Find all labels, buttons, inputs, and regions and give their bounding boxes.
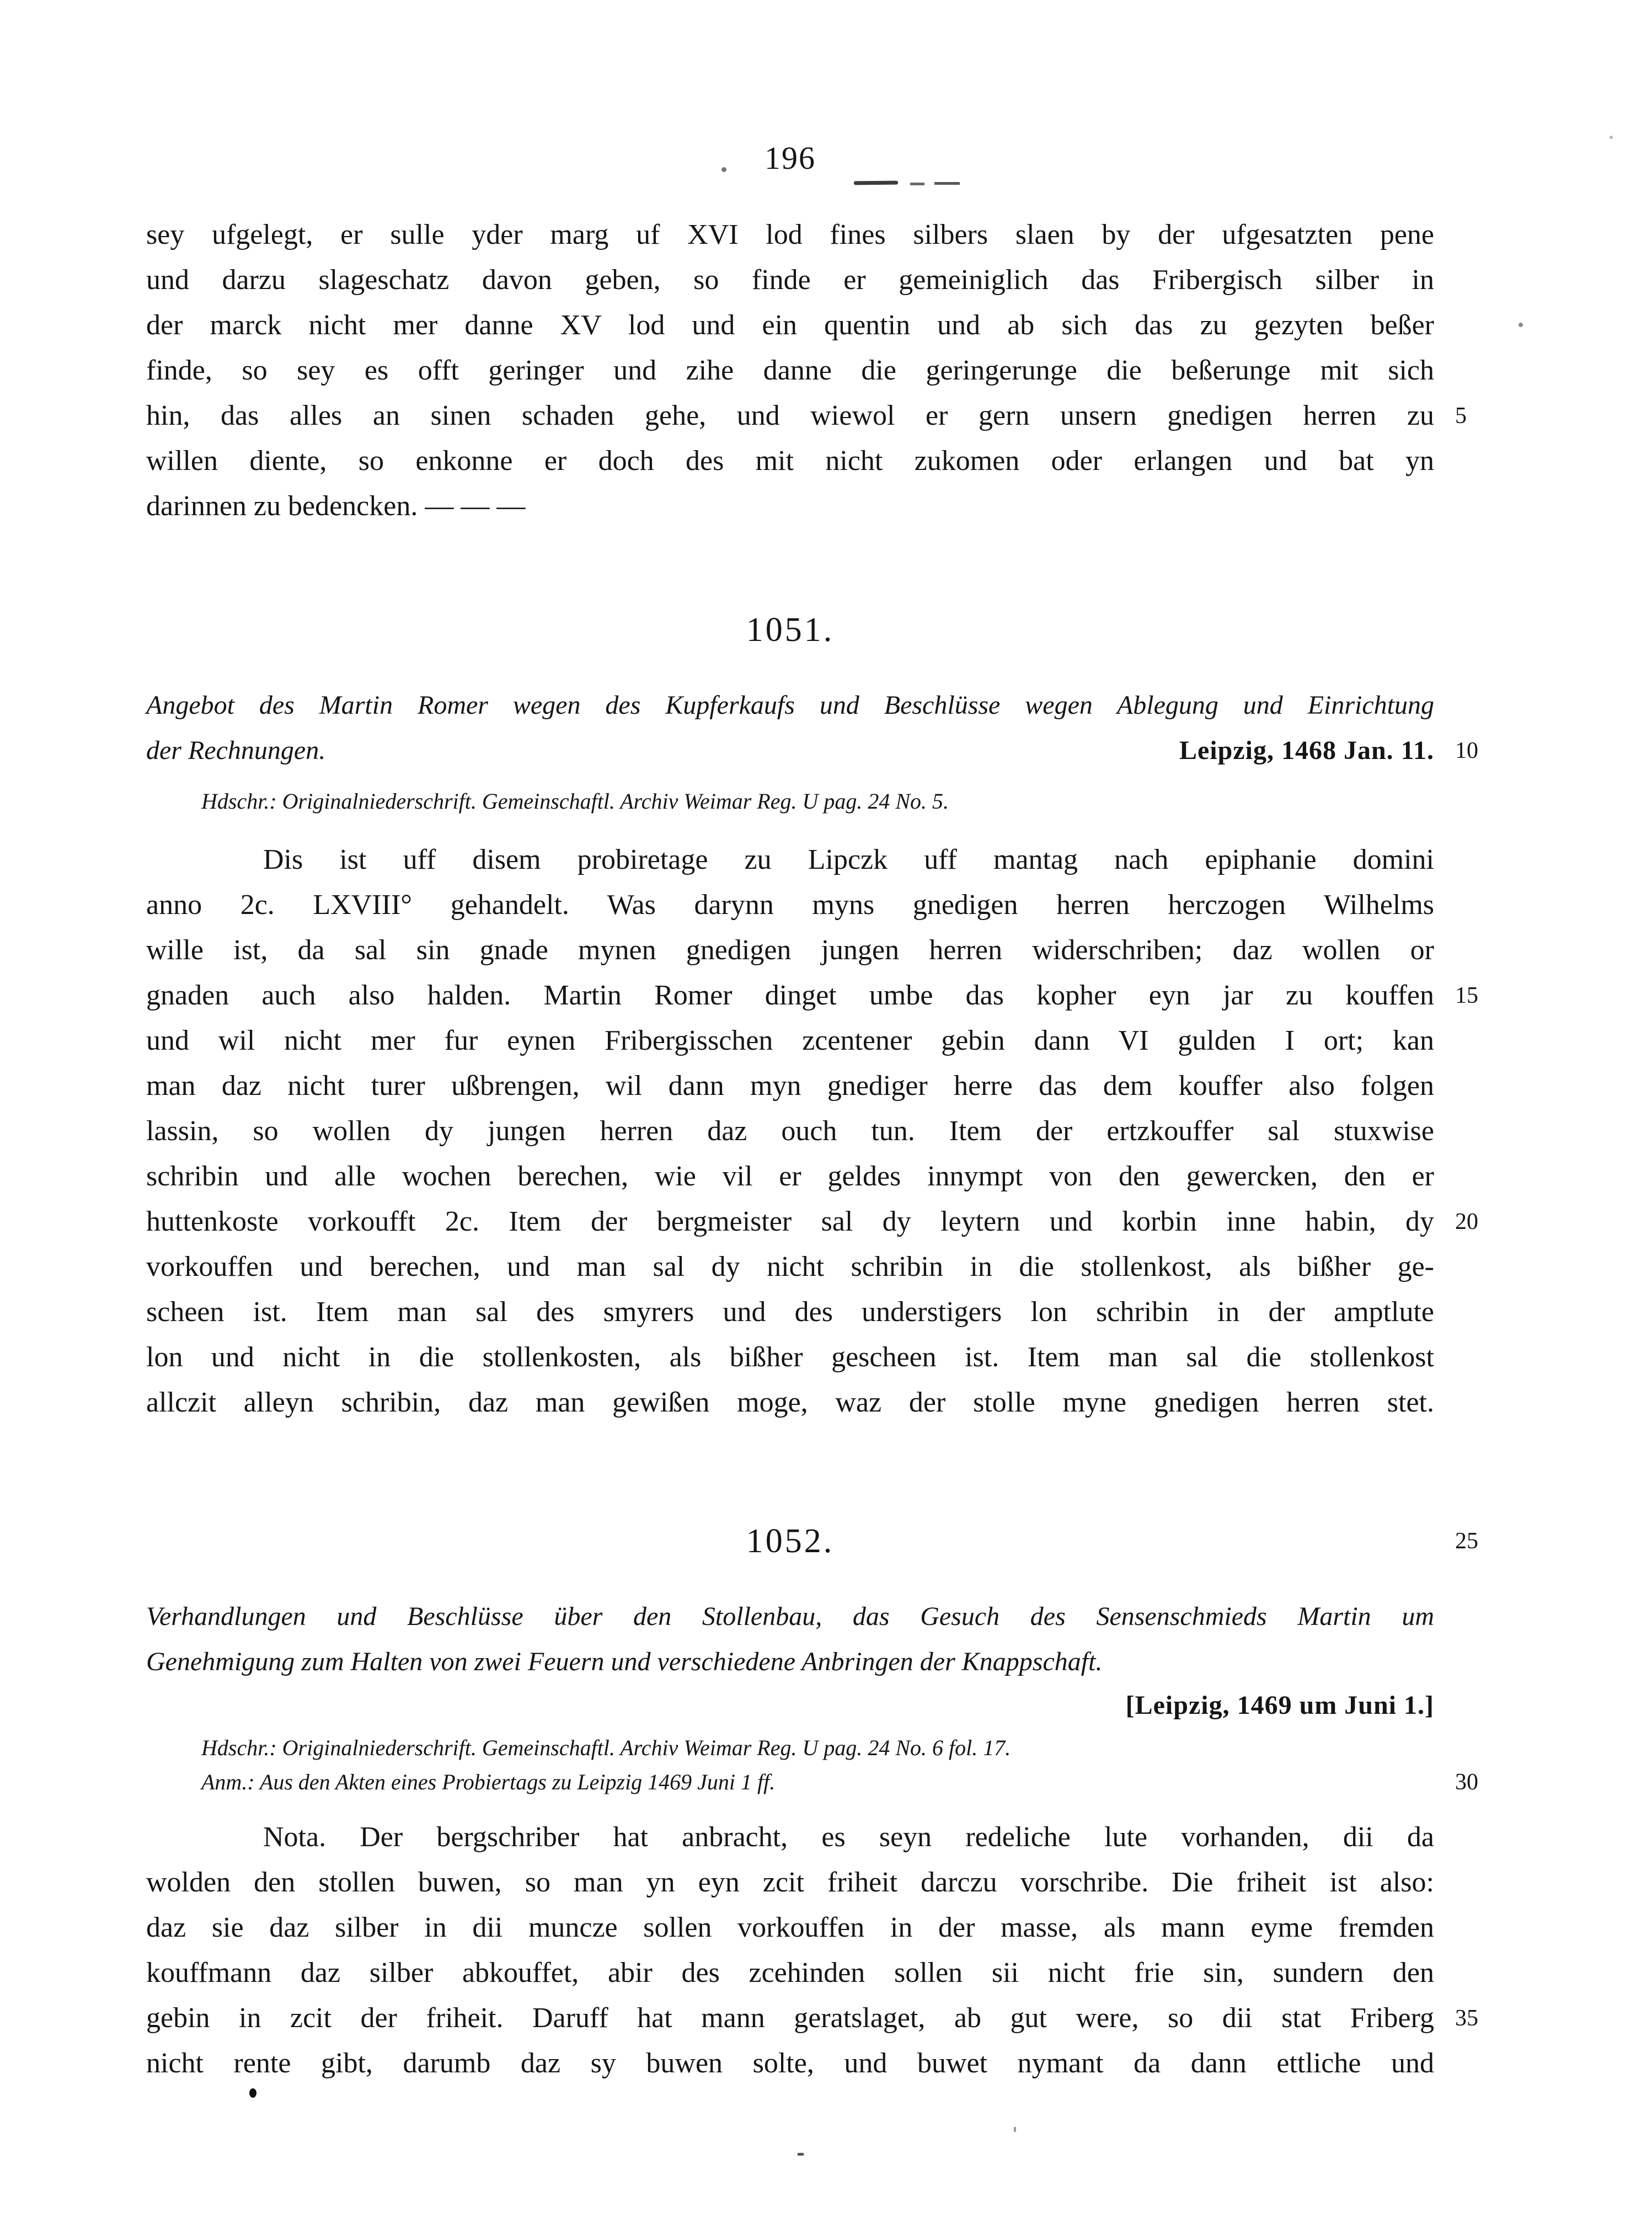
annotation-note <box>146 1766 1478 1798</box>
text-line: und darzu slageschatz davon geben, so finde er gemeiniglich das Fribergisch silber in <box>146 264 1434 296</box>
margin-line-number: 5 <box>1455 403 1467 429</box>
text-line: lassin, so wollen dy jungen herren daz ouch tun. Item der ertzkouffer sal stuxwise <box>146 1115 1434 1147</box>
scan-artifact <box>1610 136 1613 139</box>
text-line: vorkouffen und berechen, und man sal dy nicht schribin in die stollenkost, als bißher ge- <box>146 1251 1434 1282</box>
source-note: Hdschr.: Originalniederschrift. Gemeinschaftl. Archiv Weimar Reg. U pag. 24 No. 5. <box>201 789 949 814</box>
margin-line-number: 20 <box>1455 1209 1478 1234</box>
continuation-paragraph <box>146 212 1467 529</box>
annotation-content: Anm.: Aus den Akten eines Probiertags zu Leipzig 1469 Juni 1 ff. <box>201 1770 776 1794</box>
entry-1052-annotation <box>146 1766 1478 1798</box>
scan-artifact <box>910 183 924 185</box>
regest-line: Genehmigung zum Halten von zwei Feuern und verschiedene Anbringen der Knappschaft. <box>146 1647 1103 1676</box>
entry-1051-source <box>146 785 1434 817</box>
text-line: lon und nicht in die stollenkosten, als bißher gescheen ist. Item man sal die stollenkost <box>146 1341 1434 1373</box>
entry-1051-heading <box>146 607 1434 653</box>
entry-1051-regest <box>146 683 1478 773</box>
regest-line: Angebot des Martin Romer wegen des Kupferkaufs und Beschlüsse wegen Ablegung und Einrichtung <box>146 691 1434 720</box>
source-note: Hdschr.: Originalniederschrift. Gemeinschaftl. Archiv Weimar Reg. U pag. 24 No. 6 fol. 17. <box>201 1735 1011 1760</box>
margin-line-number: 25 <box>1455 1528 1478 1554</box>
entry-1052-heading <box>146 1518 1478 1564</box>
text-line: man daz nicht turer ußbrengen, wil dann myn gnediger herre das dem kouffer also folgen <box>146 1070 1434 1102</box>
scan-artifact <box>1519 323 1523 327</box>
text-line: daz sie daz silber in dii muncze sollen vorkouffen in der masse, als mann eyme fremden <box>146 1912 1434 1943</box>
entry-1052-source <box>146 1732 1434 1764</box>
entry-number: 1052. <box>746 1522 835 1560</box>
text-line: scheen ist. Item man sal des smyrers und des understigers lon schribin in der amptlute <box>146 1296 1434 1328</box>
scan-artifact <box>1014 2127 1016 2132</box>
text-line: nicht rente gibt, darumb daz sy buwen solte, und buwet nymant da dann ettliche und <box>146 2048 1434 2079</box>
text-line-content: gebin in zcit der friheit. Daruff hat mann geratslaget, ab gut were, so dii stat Friberg <box>146 2002 1434 2034</box>
text-line <box>146 973 1478 1018</box>
text-line: sey ufgelegt, er sulle yder marg uf XVI lod fines silbers slaen by der ufgesatzten pene <box>146 219 1434 250</box>
scan-artifact <box>798 2153 804 2156</box>
margin-line-number: 30 <box>1455 1770 1478 1795</box>
text-line <box>146 1199 1478 1244</box>
text-line: willen diente, so enkonne er doch des mit nicht zukomen oder erlangen und bat yn <box>146 445 1434 477</box>
margin-line-number: 15 <box>1455 983 1478 1008</box>
entry-date: [Leipzig, 1469 um Juni 1.] <box>1125 1691 1434 1720</box>
entry-number-heading <box>146 1518 1478 1564</box>
text-line: allczit alleyn schribin, daz man gewißen moge, waz der stolle myne gnedigen herren stet. <box>146 1387 1434 1418</box>
text-line-content: hin, das alles an sinen schaden gehe, und wiewol er gern unsern gnedigen herren zu <box>146 400 1434 431</box>
text-line: und wil nicht mer fur eynen Fribergisschen zcentener gebin dann VI gulden I ort; kan <box>146 1025 1434 1056</box>
page-number: 196 <box>764 140 816 176</box>
text-line <box>146 393 1467 439</box>
text-line-content: huttenkoste vorkoufft 2c. Item der bergmeister sal dy leytern und korbin inne habin, dy <box>146 1206 1434 1237</box>
text-line: Dis ist uff disem probiretage zu Lipczk uff mantag nach epiphanie domini <box>263 844 1434 875</box>
text-line-content: gnaden auch also halden. Martin Romer dinget umbe das kopher eyn jar zu kouffen <box>146 980 1434 1011</box>
entry-date: Leipzig, 1468 Jan. 11. <box>1179 736 1434 765</box>
margin-line-number: 10 <box>1455 738 1478 763</box>
margin-line-number: 35 <box>1455 2006 1478 2031</box>
entry-number-heading: 1051. <box>746 611 835 649</box>
regest-line: Verhandlungen und Beschlüsse über den Stollenbau, das Gesuch des Sensenschmieds Martin um <box>146 1602 1434 1631</box>
text-line: darinnen zu bedencken. — — — <box>146 490 526 522</box>
entry-1051-body <box>146 837 1478 1425</box>
scan-artifact <box>249 2088 256 2098</box>
text-line: kouffmann daz silber abkouffet, abir des zcehinden sollen sii nicht frie sin, sundern den <box>146 1957 1434 1989</box>
scan-artifact <box>721 167 726 172</box>
text-line: Nota. Der bergschriber hat anbracht, es seyn redeliche lute vorhanden, dii da <box>263 1821 1434 1853</box>
text-line: schribin und alle wochen berechen, wie vil er geldes innympt von den gewercken, den er <box>146 1161 1434 1192</box>
scan-artifact <box>854 181 898 185</box>
text-line: finde, so sey es offt geringer und zihe danne die geringerunge die beßerunge mit sich <box>146 355 1434 386</box>
text-line: anno 2c. LXVIII° gehandelt. Was darynn myns gnedigen herren herczogen Wilhelms <box>146 889 1434 921</box>
regest-line <box>146 728 1478 773</box>
text-line: wille ist, da sal sin gnade mynen gnedigen jungen herren widerschriben; daz wollen or <box>146 934 1434 966</box>
text-line: der marck nicht mer danne XV lod und ein quentin und ab sich das zu gezyten beßer <box>146 309 1434 341</box>
text-line <box>146 1996 1478 2041</box>
text-line: wolden den stollen buwen, so man yn eyn zcit friheit darczu vorschribe. Die friheit ist also: <box>146 1867 1434 1898</box>
entry-1052-date <box>146 1686 1434 1725</box>
entry-1052-regest <box>146 1594 1434 1685</box>
entry-1052-body <box>146 1815 1478 2086</box>
scan-artifact <box>934 182 960 185</box>
regest-line-content: der Rechnungen. <box>146 736 326 765</box>
